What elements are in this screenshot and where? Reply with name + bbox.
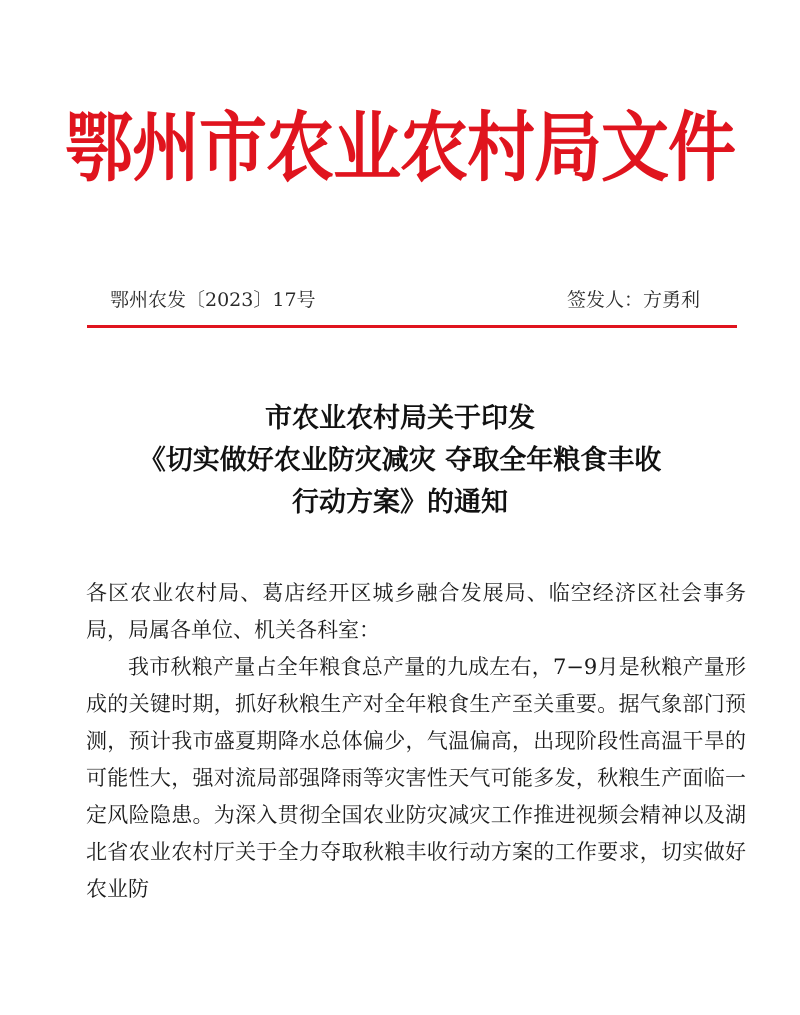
red-divider-line bbox=[87, 325, 737, 328]
org-header-title: 鄂州市农业农村局文件 bbox=[64, 104, 735, 194]
body-paragraph-1: 我市秋粮产量占全年粮食总产量的九成左右，7−9月是秋粮产量形成的关键时期，抓好秋粮生产对全年粮食生产至关重要。据气象部门预测，预计我市盛夏期降水总体偏少，气温偏高，出现阶段性高温干旱的可能性大，强对流局部强降雨等灾害性天气可能多发，秋粮生产面临一定风险隐患。为深入贯彻全国农业防灾减灾工作推进视频会精神以及湖北省农业农村厅关于全力夺取秋粮丰收行动方案的工作要求，切实做好农业防 bbox=[86, 655, 746, 901]
issuer-signature: 签发人：方勇利 bbox=[566, 289, 700, 311]
document-number: 鄂州农发〔2023〕17号 bbox=[110, 289, 316, 311]
title-line-1: 市农业农村局关于印发 bbox=[265, 403, 535, 434]
document-meta-row bbox=[110, 285, 700, 315]
addressees-paragraph: 各区农业农村局、葛店经开区城乡融合发展局、临空经济区社会事务局，局属各单位、机关各科室： bbox=[86, 581, 746, 642]
notice-title bbox=[40, 398, 760, 524]
notice-body bbox=[86, 575, 746, 908]
title-line-2: 《切实做好农业防灾减灾 夺取全年粮食丰收 bbox=[138, 445, 662, 476]
title-line-3: 行动方案》的通知 bbox=[292, 487, 508, 518]
